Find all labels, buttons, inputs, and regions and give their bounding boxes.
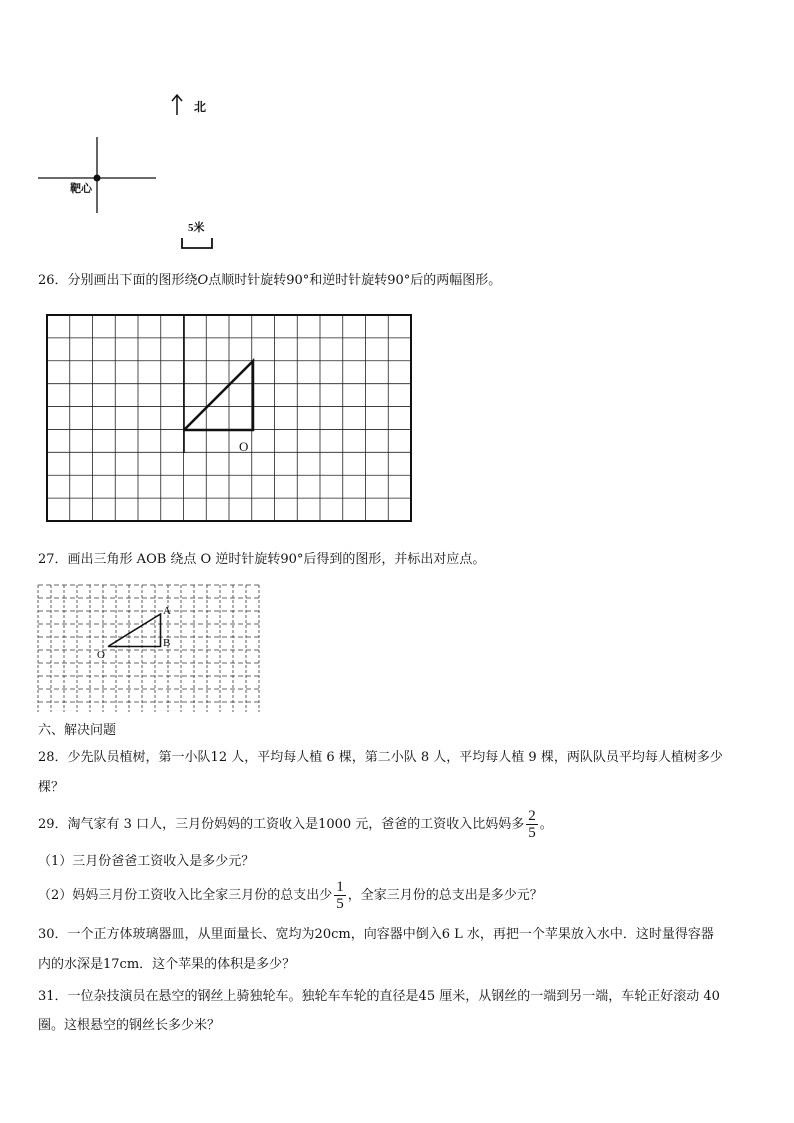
question-26: 26．分别画出下面的图形绕O点顺时针旋转90°和逆时针旋转90°后的两幅图形。 [38,273,502,288]
scale-bar [182,238,212,248]
dashed-grid-lines [38,585,259,712]
label-b: B [163,637,171,649]
question-28-line1: 28．少先队员植树，第一小队12 人，平均每人植 6 棵，第二小队 8 人，平均每人植 9 棵，两队队员平均每人植树多少 [38,750,723,765]
map-diagram [30,85,230,260]
section-6-title: 六、解决问题 [38,723,117,738]
q26-point-label: O [197,273,209,288]
target-center-dot [94,175,101,182]
question-29: 29．淘气家有 3 口人，三月份妈妈的工资收入是1000 元，爸爸的工资收入比妈妈多 $\frac{2}{5}$ 。 [38,808,553,841]
rotation-grid-26 [40,308,420,528]
target-center-label: 靶心 [70,183,92,195]
fraction-2-5: $\frac{2}{5}$ [528,808,536,841]
question-30-line2: 内的水深是17cm．这个苹果的体积是多少？ [38,957,296,972]
fraction-1-5: $\frac{1}{5}$ [336,879,344,912]
label-o: O [97,649,105,661]
question-29-sub1: （1）三月份爸爸工资收入是多少元？ [38,854,255,869]
label-a: A [163,605,171,617]
question-27: 27．画出三角形 AOB 绕点 O 逆时针旋转90°后得到的图形，并标出对应点。 [38,552,486,567]
north-label: 北 [194,100,207,114]
triangle-shape [184,361,253,430]
question-29-sub2: （2）妈妈三月份工资收入比全家三月份的总支出少 $\frac{1}{5}$ ，全家三月份的总支出是多少元？ [38,879,543,912]
scale-label: 5米 [188,222,205,234]
grid-point-o-label: O [239,439,249,454]
rotation-grid-27 [36,582,272,712]
question-31-line2: 圈。这根悬空的钢丝长多少米？ [38,1018,221,1033]
question-30-line1: 30．一个正方体玻璃器皿，从里面量长、宽均为20cm，向容器中倒入6 L 水，再把一个苹果放入水中．这时量得容器 [38,927,714,942]
question-28-line2: 棵？ [38,780,65,795]
north-arrow-icon [172,95,182,115]
grid-lines [47,315,411,521]
question-31-line1: 31．一位杂技演员在悬空的钢丝上骑独轮车。独轮车车轮的直径是45 厘米，从钢丝的一端到另一端，车轮正好滚动 40 [38,989,720,1004]
